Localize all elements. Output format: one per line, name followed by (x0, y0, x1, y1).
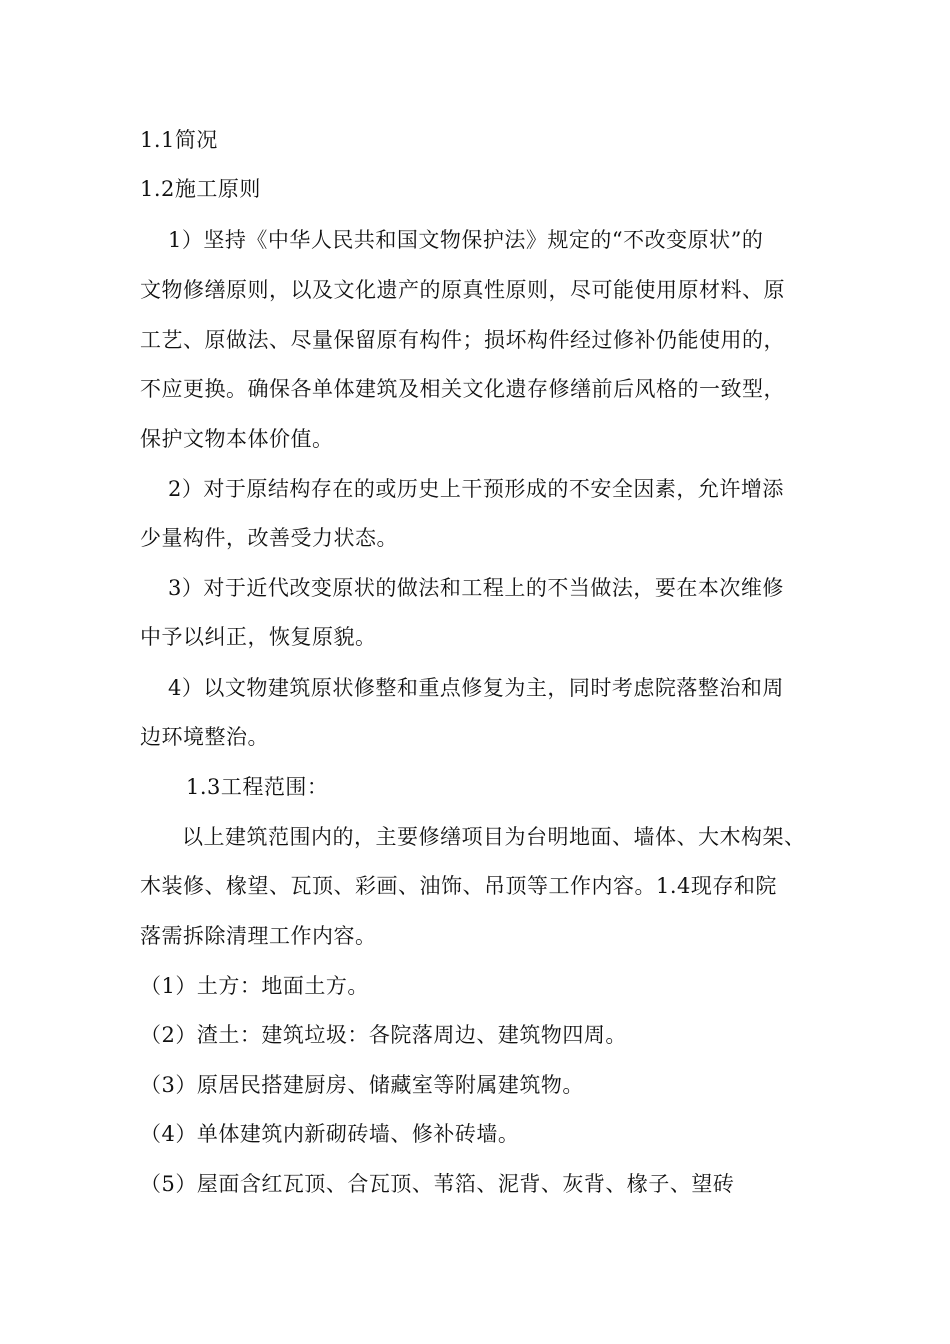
paragraph-line: 1）坚持《中华人民共和国文物保护法》规定的“不改变原状”的 (168, 228, 764, 252)
list-item: （2）渣土：建筑垃圾：各院落周边、建筑物四周。 (140, 1023, 627, 1047)
paragraph-line: 中予以纠正，恢复原貌。 (140, 625, 377, 649)
paragraph-line: 不应更换。确保各单体建筑及相关文化遗存修缮前后风格的一致型， (140, 377, 785, 401)
list-item: （1）土方：地面土方。 (140, 974, 369, 998)
section-heading-1-2: 1.2施工原则 (140, 177, 261, 201)
section-heading-1-3: 1.3工程范围： (186, 775, 329, 799)
paragraph-line: 4）以文物建筑原状修整和重点修复为主，同时考虑院落整治和周 (168, 676, 784, 700)
paragraph-line: 工艺、原做法、尽量保留原有构件；损坏构件经过修补仍能使用的， (140, 328, 785, 352)
section-heading-1-1: 1.1简况 (140, 128, 218, 152)
paragraph-line: 以上建筑范围内的，主要修缮项目为台明地面、墙体、大木构架、 (182, 825, 806, 849)
paragraph-line: 少量构件，改善受力状态。 (140, 526, 398, 550)
paragraph-line: 保护文物本体价值。 (140, 427, 334, 451)
paragraph-line: 文物修缮原则，以及文化遗产的原真性原则，尽可能使用原材料、原 (140, 278, 785, 302)
list-item: （3）原居民搭建厨房、储藏室等附属建筑物。 (140, 1073, 584, 1097)
paragraph-line: 木装修、椽望、瓦顶、彩画、油饰、吊顶等工作内容。1.4现存和院 (140, 874, 777, 898)
list-item: （4）单体建筑内新砌砖墙、修补砖墙。 (140, 1122, 520, 1146)
paragraph-line: 落需拆除清理工作内容。 (140, 924, 377, 948)
paragraph-line: 3）对于近代改变原状的做法和工程上的不当做法，要在本次维修 (168, 576, 784, 600)
paragraph-line: 边环境整治。 (140, 725, 269, 749)
list-item: （5）屋面含红瓦顶、合瓦顶、苇箔、泥背、灰背、椽子、望砖 (140, 1172, 735, 1196)
paragraph-line: 2）对于原结构存在的或历史上干预形成的不安全因素，允许增添 (168, 477, 784, 501)
